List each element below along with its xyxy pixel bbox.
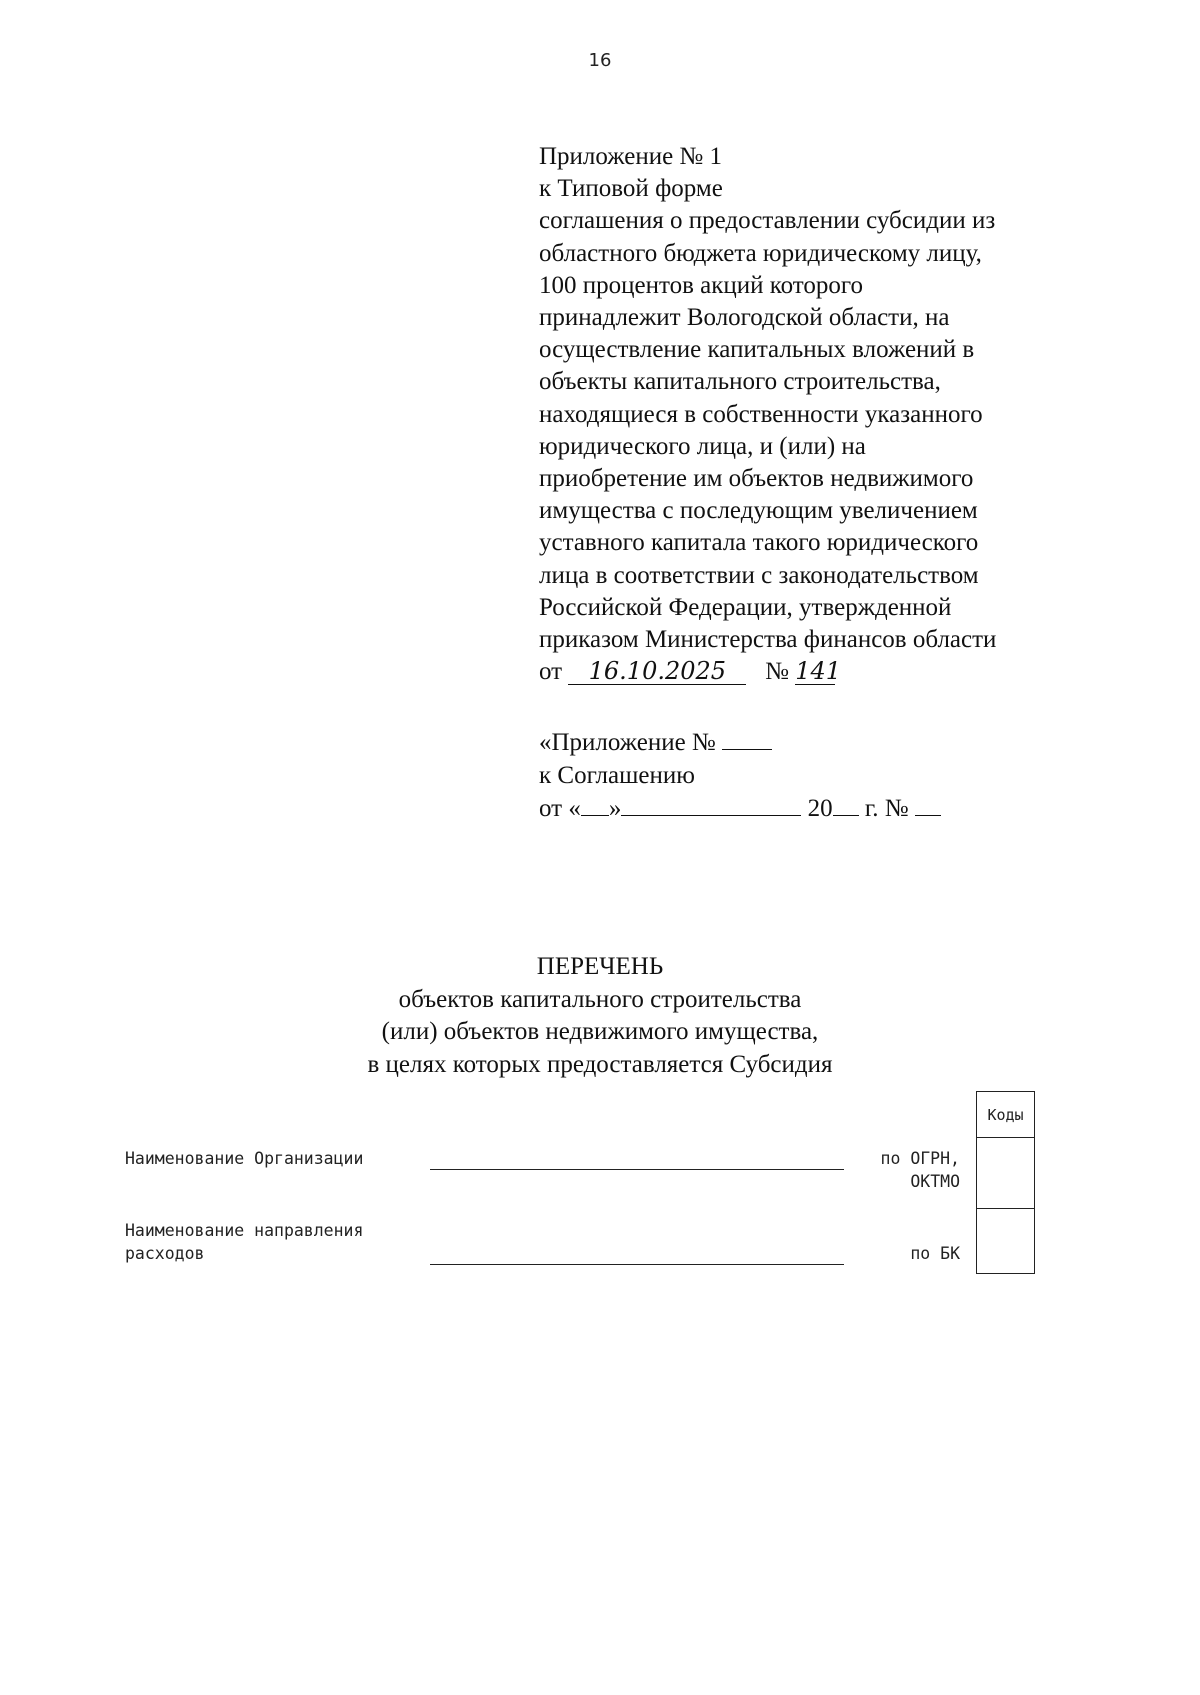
blank-field	[915, 814, 941, 816]
blank-field	[833, 814, 859, 816]
annex-line: уставного капитала такого юридического	[539, 529, 979, 557]
organization-field-line	[430, 1169, 844, 1170]
annex-line: соглашения о предоставлении субсидии из	[539, 207, 996, 235]
agreement-annex-block	[539, 726, 1099, 825]
date-open-quote: от «	[539, 795, 581, 822]
oktmo-label: ОКТМО	[910, 1172, 960, 1191]
annex-line: приказом Министерства финансов области	[539, 626, 997, 654]
annex-line: находящиеся в собственности указанного	[539, 400, 983, 428]
document-title	[0, 951, 1200, 1081]
blank-field	[722, 748, 772, 750]
agreement-annex-label: «Приложение №	[539, 729, 716, 756]
annex-line: лица в соответствии с законодательством	[539, 561, 979, 589]
annex-line: юридического лица, и (или) на	[539, 432, 866, 460]
annex-line: к Типовой форме	[539, 175, 723, 203]
codes-header: Коды	[977, 1092, 1034, 1138]
codes-table	[976, 1091, 1035, 1274]
page-number: 16	[588, 50, 612, 71]
handwritten-number: 141	[795, 657, 842, 686]
date-prefix: от	[539, 658, 563, 686]
organization-label: Наименование Организации	[125, 1149, 364, 1168]
title-line: объектов капитального строительства	[398, 985, 802, 1013]
codes-cell-bk	[977, 1209, 1034, 1274]
number-label: №	[765, 658, 789, 686]
ogrn-label: по ОГРН,	[880, 1149, 960, 1168]
codes-cell-ogrn-oktmo	[977, 1138, 1034, 1209]
blank-field	[581, 814, 609, 816]
annex-header	[539, 141, 1099, 688]
agreement-line-2: к Соглашению	[539, 762, 695, 789]
order-date-line	[539, 656, 1099, 688]
agreement-line-3	[539, 792, 1099, 825]
handwritten-date: 16.10.2025	[568, 658, 746, 685]
blank-field	[621, 814, 801, 816]
year-prefix: 20	[807, 795, 833, 822]
title-heading: ПЕРЕЧЕНЬ	[536, 953, 664, 980]
annex-line: Российской Федерации, утвержденной	[539, 593, 952, 621]
direction-label: Наименование направления	[125, 1221, 364, 1240]
annex-line: областного бюджета юридическому лицу,	[539, 239, 982, 267]
number-label: г. №	[864, 795, 909, 822]
agreement-line-1	[539, 726, 1099, 759]
annex-line: имущества с последующим увеличением	[539, 497, 978, 525]
date-close-quote: »	[608, 795, 622, 822]
annex-line: Приложение № 1	[539, 143, 723, 170]
annex-line: принадлежит Вологодской области, на	[539, 304, 950, 332]
title-line: в целях которых предоставляется Субсидия	[367, 1050, 833, 1078]
annex-line: осуществление капитальных вложений в	[539, 336, 975, 364]
title-line: (или) объектов недвижимого имущества,	[381, 1018, 819, 1045]
bk-label: по БК	[910, 1244, 960, 1263]
direction-label-cont: расходов	[125, 1244, 205, 1263]
annex-line: объекты капитального строительства,	[539, 368, 941, 396]
annex-line: 100 процентов акций которого	[539, 271, 864, 299]
annex-line: приобретение им объектов недвижимого	[539, 465, 974, 493]
direction-field-line	[430, 1264, 844, 1265]
